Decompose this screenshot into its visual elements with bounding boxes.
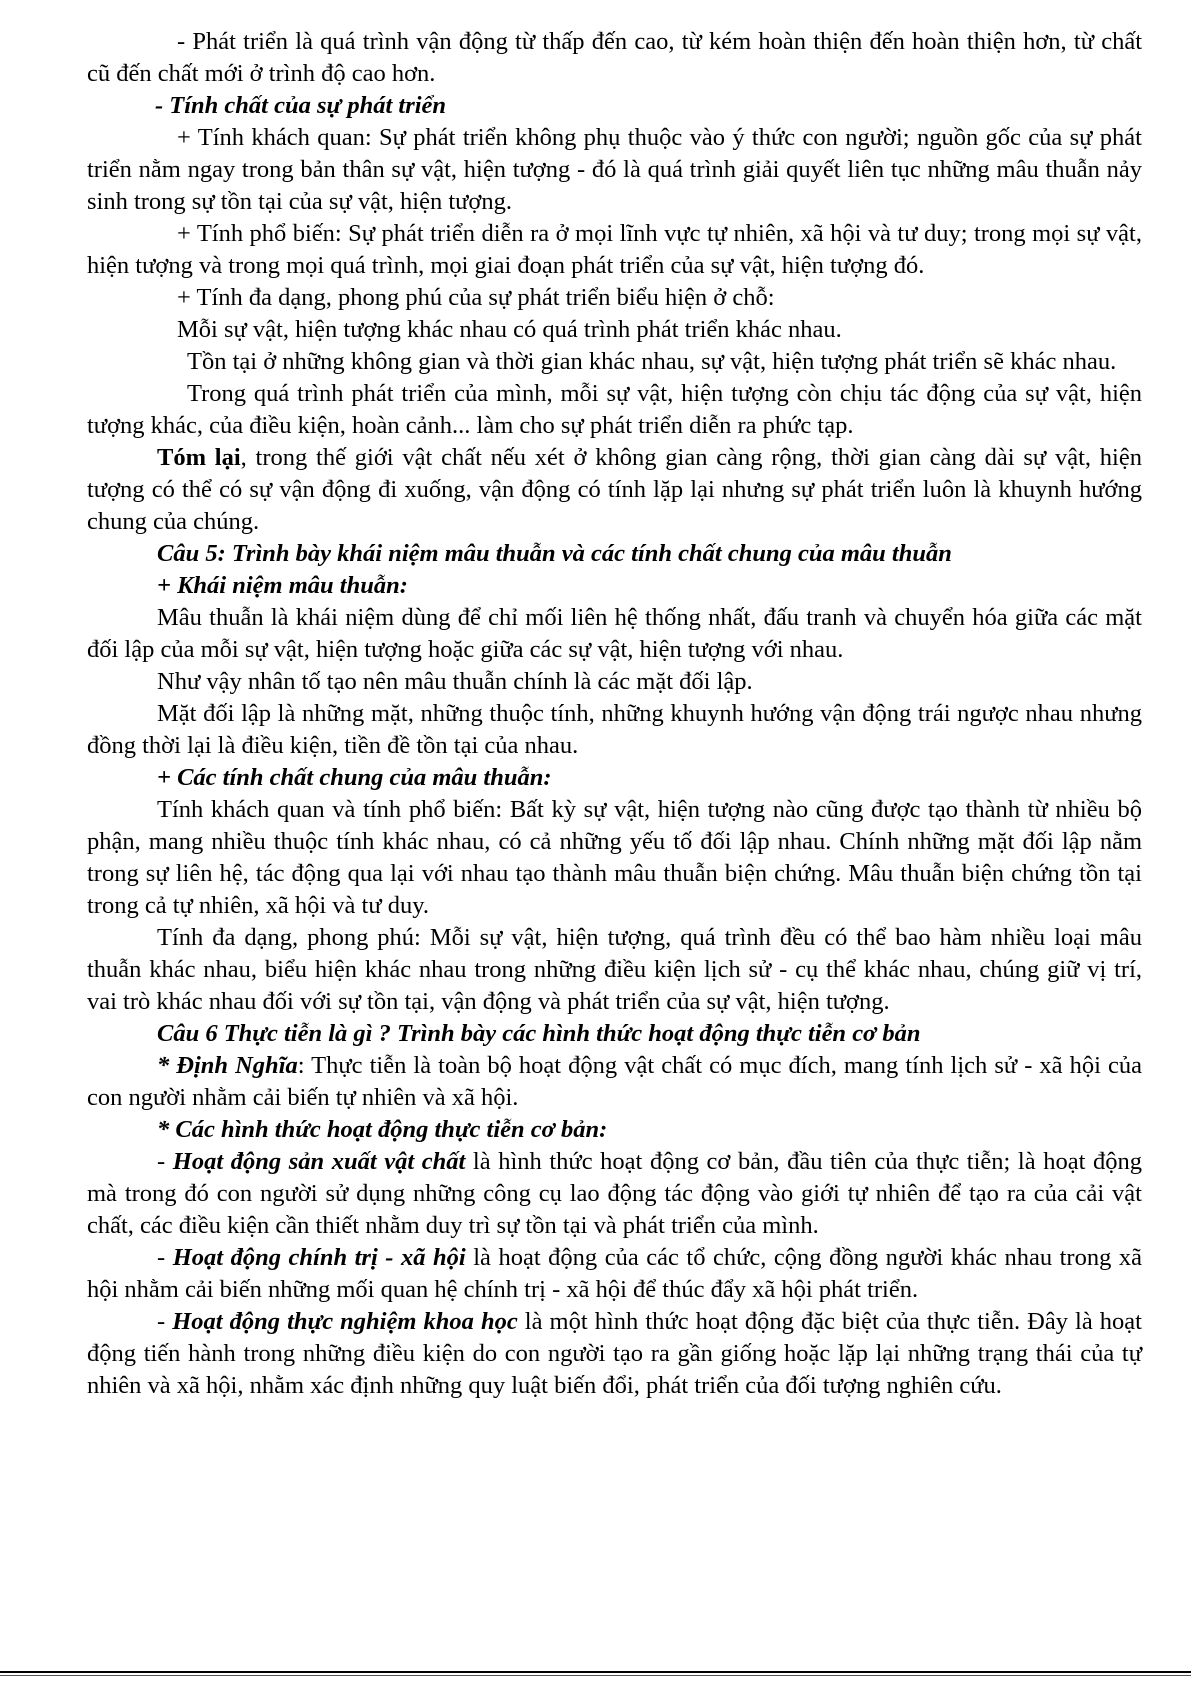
q6-forms-heading: * Các hình thức hoạt động thực tiễn cơ bản: (157, 1116, 608, 1143)
q6-definition-label: * Định Nghĩa (157, 1052, 298, 1079)
development-definition: - Phát triển là quá trình vận động từ thấp đến cao, từ kém hoàn thiện đến hoàn thiện hơn, từ chất cũ đến chất mới ở trình độ cao hơn. (87, 28, 1142, 87)
q6-title: Câu 6 Thực tiễn là gì ? Trình bày các hình thức hoạt động thực tiễn cơ bản (157, 1020, 921, 1047)
development-objective: + Tính khách quan: Sự phát triển không phụ thuộc vào ý thức con người; nguồn gốc của sự phát triển nằm ngay trong bản thân sự vật, hiện tượng - đó là quá trình giải quyết liên tục những mâu thuẫn nảy sinh trong sự tồn tại của sự vật, hiện tượng. (87, 124, 1142, 215)
q6-form-1-label: Hoạt động sản xuất vật chất (172, 1148, 466, 1175)
q5-props-heading: + Các tính chất chung của mâu thuẫn: (157, 764, 552, 791)
q5-props-diversity: Tính đa dạng, phong phú: Mỗi sự vật, hiện tượng, quá trình đều có thể bao hàm nhiều loại mâu thuẫn khác nhau, biểu hiện khác nhau trong những điều kiện lịch sử - cụ thể khác nhau, chúng giữ vị trí, vai trò khác nhau đối với sự tồn tại, vận động và phát triển của sự vật, hiện tượng. (87, 924, 1142, 1015)
q6-form-3-dash: - (157, 1308, 173, 1335)
development-diversity-item-1: Mỗi sự vật, hiện tượng khác nhau có quá trình phát triển khác nhau. (177, 316, 842, 343)
summary-rest: , trong thế giới vật chất nếu xét ở không gian càng rộng, thời gian càng dài sự vật, hiện tượng có thể có sự vận động đi xuống, vận động có tính lặp lại nhưng sự phát triển luôn là khuynh hướng chung của chúng. (87, 444, 1142, 535)
development-summary (87, 442, 1142, 538)
q6-form-2-dash: - (157, 1244, 173, 1271)
q6-definition (87, 1050, 1142, 1114)
q5-concept-text: Mâu thuẫn là khái niệm dùng để chỉ mối liên hệ thống nhất, đấu tranh và chuyển hóa giữa các mặt đối lập của mỗi sự vật, hiện tượng hoặc giữa các sự vật, hiện tượng với nhau. (87, 604, 1142, 663)
q6-form-3-text: là một hình thức hoạt động đặc biệt của thực tiễn. Đây là hoạt động tiến hành trong những điều kiện do con người tạo ra gần giống hoặc lặp lại những trạng thái của tự nhiên và xã hội, nhằm xác định những quy luật biến đổi, phát triển của đối tượng nghiên cứu. (87, 1308, 1142, 1399)
development-diversity-intro: + Tính đa dạng, phong phú của sự phát triển biểu hiện ở chỗ: (177, 284, 775, 311)
q5-props-objective: Tính khách quan và tính phổ biến: Bất kỳ sự vật, hiện tượng nào cũng được tạo thành từ nhiều bộ phận, mang nhiều thuộc tính khác nhau, có cả những yếu tố đối lập nhau. Chính những mặt đối lập nằm trong sự liên hệ, tác động qua lại với nhau tạo thành mâu thuẫn biện chứng. Mâu thuẫn biện chứng tồn tại trong cả tự nhiên, xã hội và tư duy. (87, 796, 1142, 919)
summary-lead: Tóm lại (157, 444, 241, 471)
development-diversity-item-2: Tồn tại ở những không gian và thời gian khác nhau, sự vật, hiện tượng phát triển sẽ khác nhau. (187, 348, 1117, 375)
q6-form-3 (87, 1306, 1142, 1402)
document-page (87, 26, 1142, 1402)
q6-form-2-label: Hoạt động chính trị - xã hội (172, 1244, 466, 1271)
q6-definition-text: : Thực tiễn là toàn bộ hoạt động vật chất có mục đích, mang tính lịch sử - xã hội của con người nhằm cải biến tự nhiên và xã hội. (87, 1052, 1142, 1111)
development-nature-heading: - Tính chất của sự phát triển (155, 92, 447, 119)
q5-factor-text: Như vậy nhân tố tạo nên mâu thuẫn chính là các mặt đối lập. (157, 668, 753, 695)
q5-concept-heading: + Khái niệm mâu thuẫn: (157, 572, 408, 599)
q5-title: Câu 5: Trình bày khái niệm mâu thuẫn và các tính chất chung của mâu thuẫn (157, 540, 952, 567)
footer-rule-thin (0, 1675, 1191, 1676)
footer-rule (0, 1671, 1191, 1673)
q6-form-1-text: là hình thức hoạt động cơ bản, đầu tiên của thực tiễn; là hoạt động mà trong đó con người sử dụng những công cụ lao động tác động vào giới tự nhiên để tạo ra của cải vật chất, các điều kiện cần thiết nhằm duy trì sự tồn tại và phát triển của mình. (87, 1148, 1142, 1239)
q6-form-2 (87, 1242, 1142, 1306)
q6-form-3-label: Hoạt động thực nghiệm khoa học (172, 1308, 518, 1335)
q6-form-1 (87, 1146, 1142, 1242)
q5-opposite-text: Mặt đối lập là những mặt, những thuộc tính, những khuynh hướng vận động trái ngược nhau nhưng đồng thời lại là điều kiện, tiền đề tồn tại của nhau. (87, 700, 1142, 759)
development-universal: + Tính phổ biến: Sự phát triển diễn ra ở mọi lĩnh vực tự nhiên, xã hội và tư duy; trong mọi sự vật, hiện tượng và trong mọi quá trình, mọi giai đoạn phát triển của sự vật, hiện tượng đó. (87, 220, 1142, 279)
q6-form-2-text: là hoạt động của các tổ chức, cộng đồng người khác nhau trong xã hội nhằm cải biến những mối quan hệ chính trị - xã hội để thúc đẩy xã hội phát triển. (87, 1244, 1142, 1303)
development-diversity-item-3: Trong quá trình phát triển của mình, mỗi sự vật, hiện tượng còn chịu tác động của sự vật, hiện tượng khác, của điều kiện, hoàn cảnh... làm cho sự phát triển diễn ra phức tạp. (87, 380, 1142, 439)
q6-form-1-dash: - (157, 1148, 173, 1175)
